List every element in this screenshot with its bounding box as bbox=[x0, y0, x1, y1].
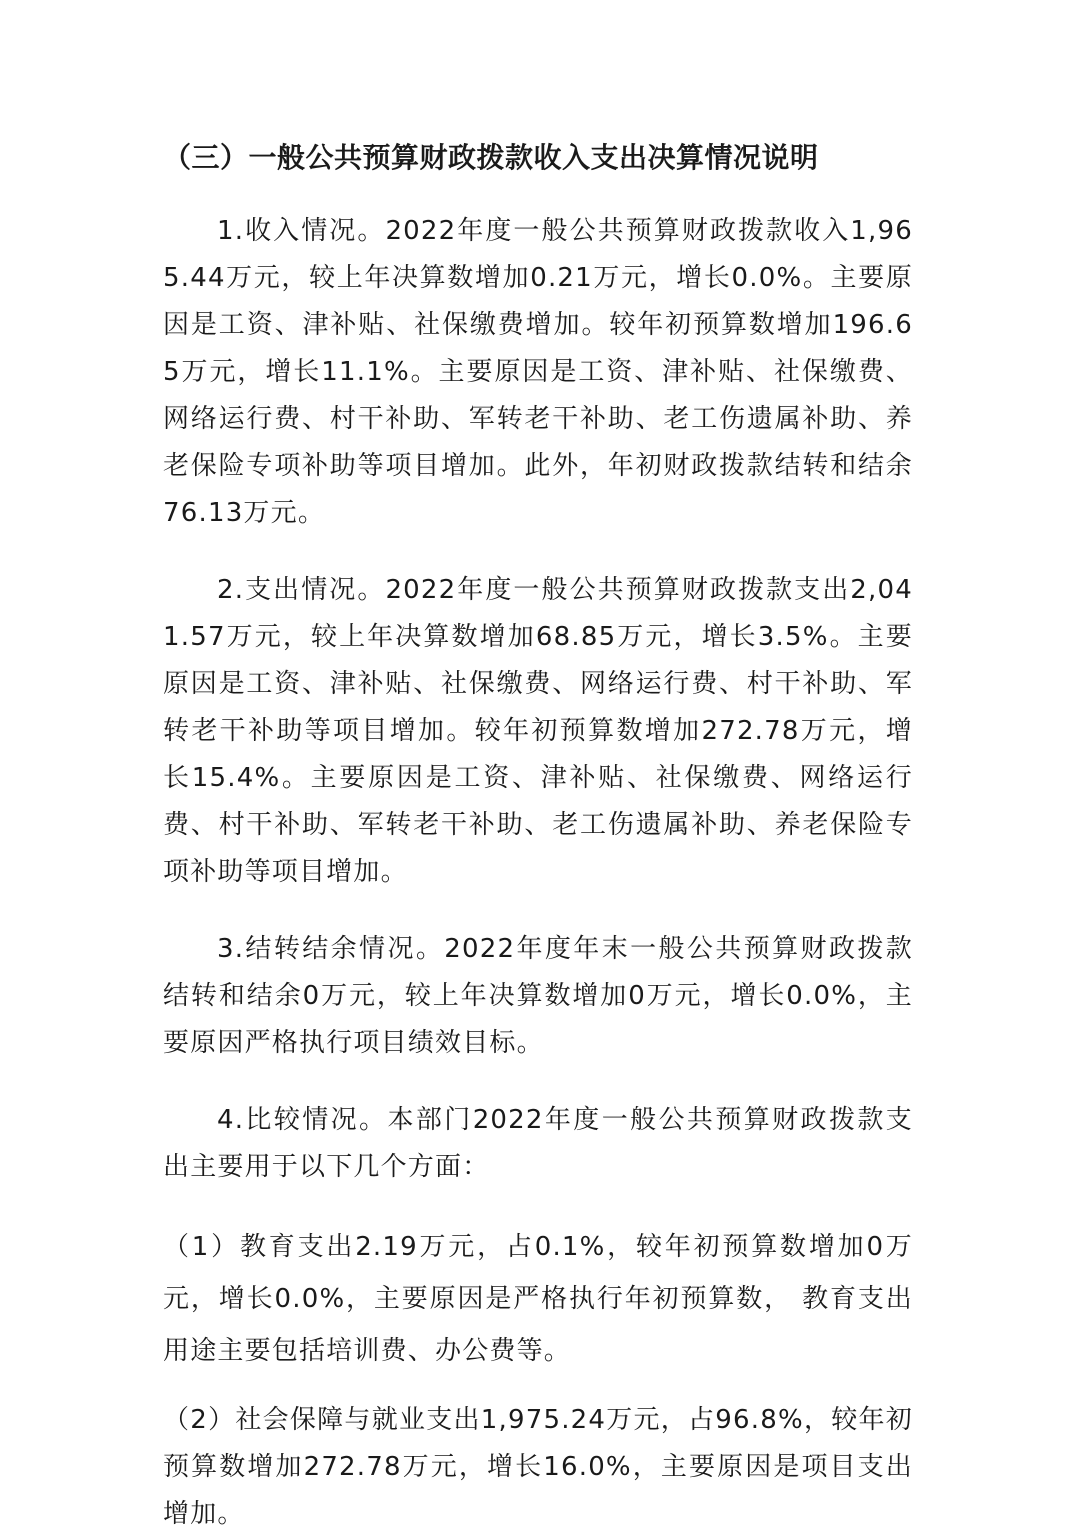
section-heading: （三）一般公共预算财政拨款收入支出决算情况说明 bbox=[163, 141, 819, 174]
paragraph-gap bbox=[163, 1191, 913, 1221]
list-item-social-security: （2）社会保障与就业支出1,975.24万元，占96.8%，较年初预算数增加272.78万元，增长16.0%，主要原因是项目支出增加。 bbox=[163, 1405, 913, 1529]
document-page bbox=[163, 132, 913, 1538]
paragraph-comparison: 4.比较情况。本部门2022年度一般公共预算财政拨款支出主要用于以下几个方面： bbox=[163, 1105, 913, 1182]
paragraph-gap bbox=[163, 896, 913, 926]
paragraph-expenditure: 2.支出情况。2022年度一般公共预算财政拨款支出2,041.57万元，较上年决算数增加68.85万元，增长3.5%。主要原因是工资、津补贴、社保缴费、网络运行费、村干补助、军转老干补助等项目增加。较年初预算数增加272.78万元，增长15.4%。主要原因是工资、津补贴、社保缴费、网络运行费、村干补助、军转老干补助、老工伤遗属补助、养老保险专项补助等项目增加。 bbox=[163, 575, 913, 887]
paragraph-income: 1.收入情况。2022年度一般公共预算财政拨款收入1,965.44万元，较上年决算数增加0.21万元，增长0.0%。主要原因是工资、津补贴、社保缴费增加。较年初预算数增加196.65万元，增长11.1%。主要原因是工资、津补贴、社保缴费、网络运行费、村干补助、军转老干补助、老工伤遗属补助、养老保险专项补助等项目增加。此外，年初财政拨款结转和结余76.13万元。 bbox=[163, 216, 913, 528]
list-item-education: （1）教育支出2.19万元，占0.1%，较年初预算数增加0万元，增长0.0%，主要原因是严格执行年初预算数， 教育支出用途主要包括培训费、办公费等。 bbox=[163, 1232, 913, 1366]
paragraph-balance: 3.结转结余情况。2022年度年末一般公共预算财政拨款结转和结余0万元，较上年决算数增加0万元，增长0.0%，主要原因严格执行项目绩效目标。 bbox=[163, 934, 913, 1058]
paragraph-gap bbox=[163, 1377, 913, 1397]
paragraph-gap bbox=[163, 537, 913, 567]
paragraph-gap bbox=[163, 1067, 913, 1097]
